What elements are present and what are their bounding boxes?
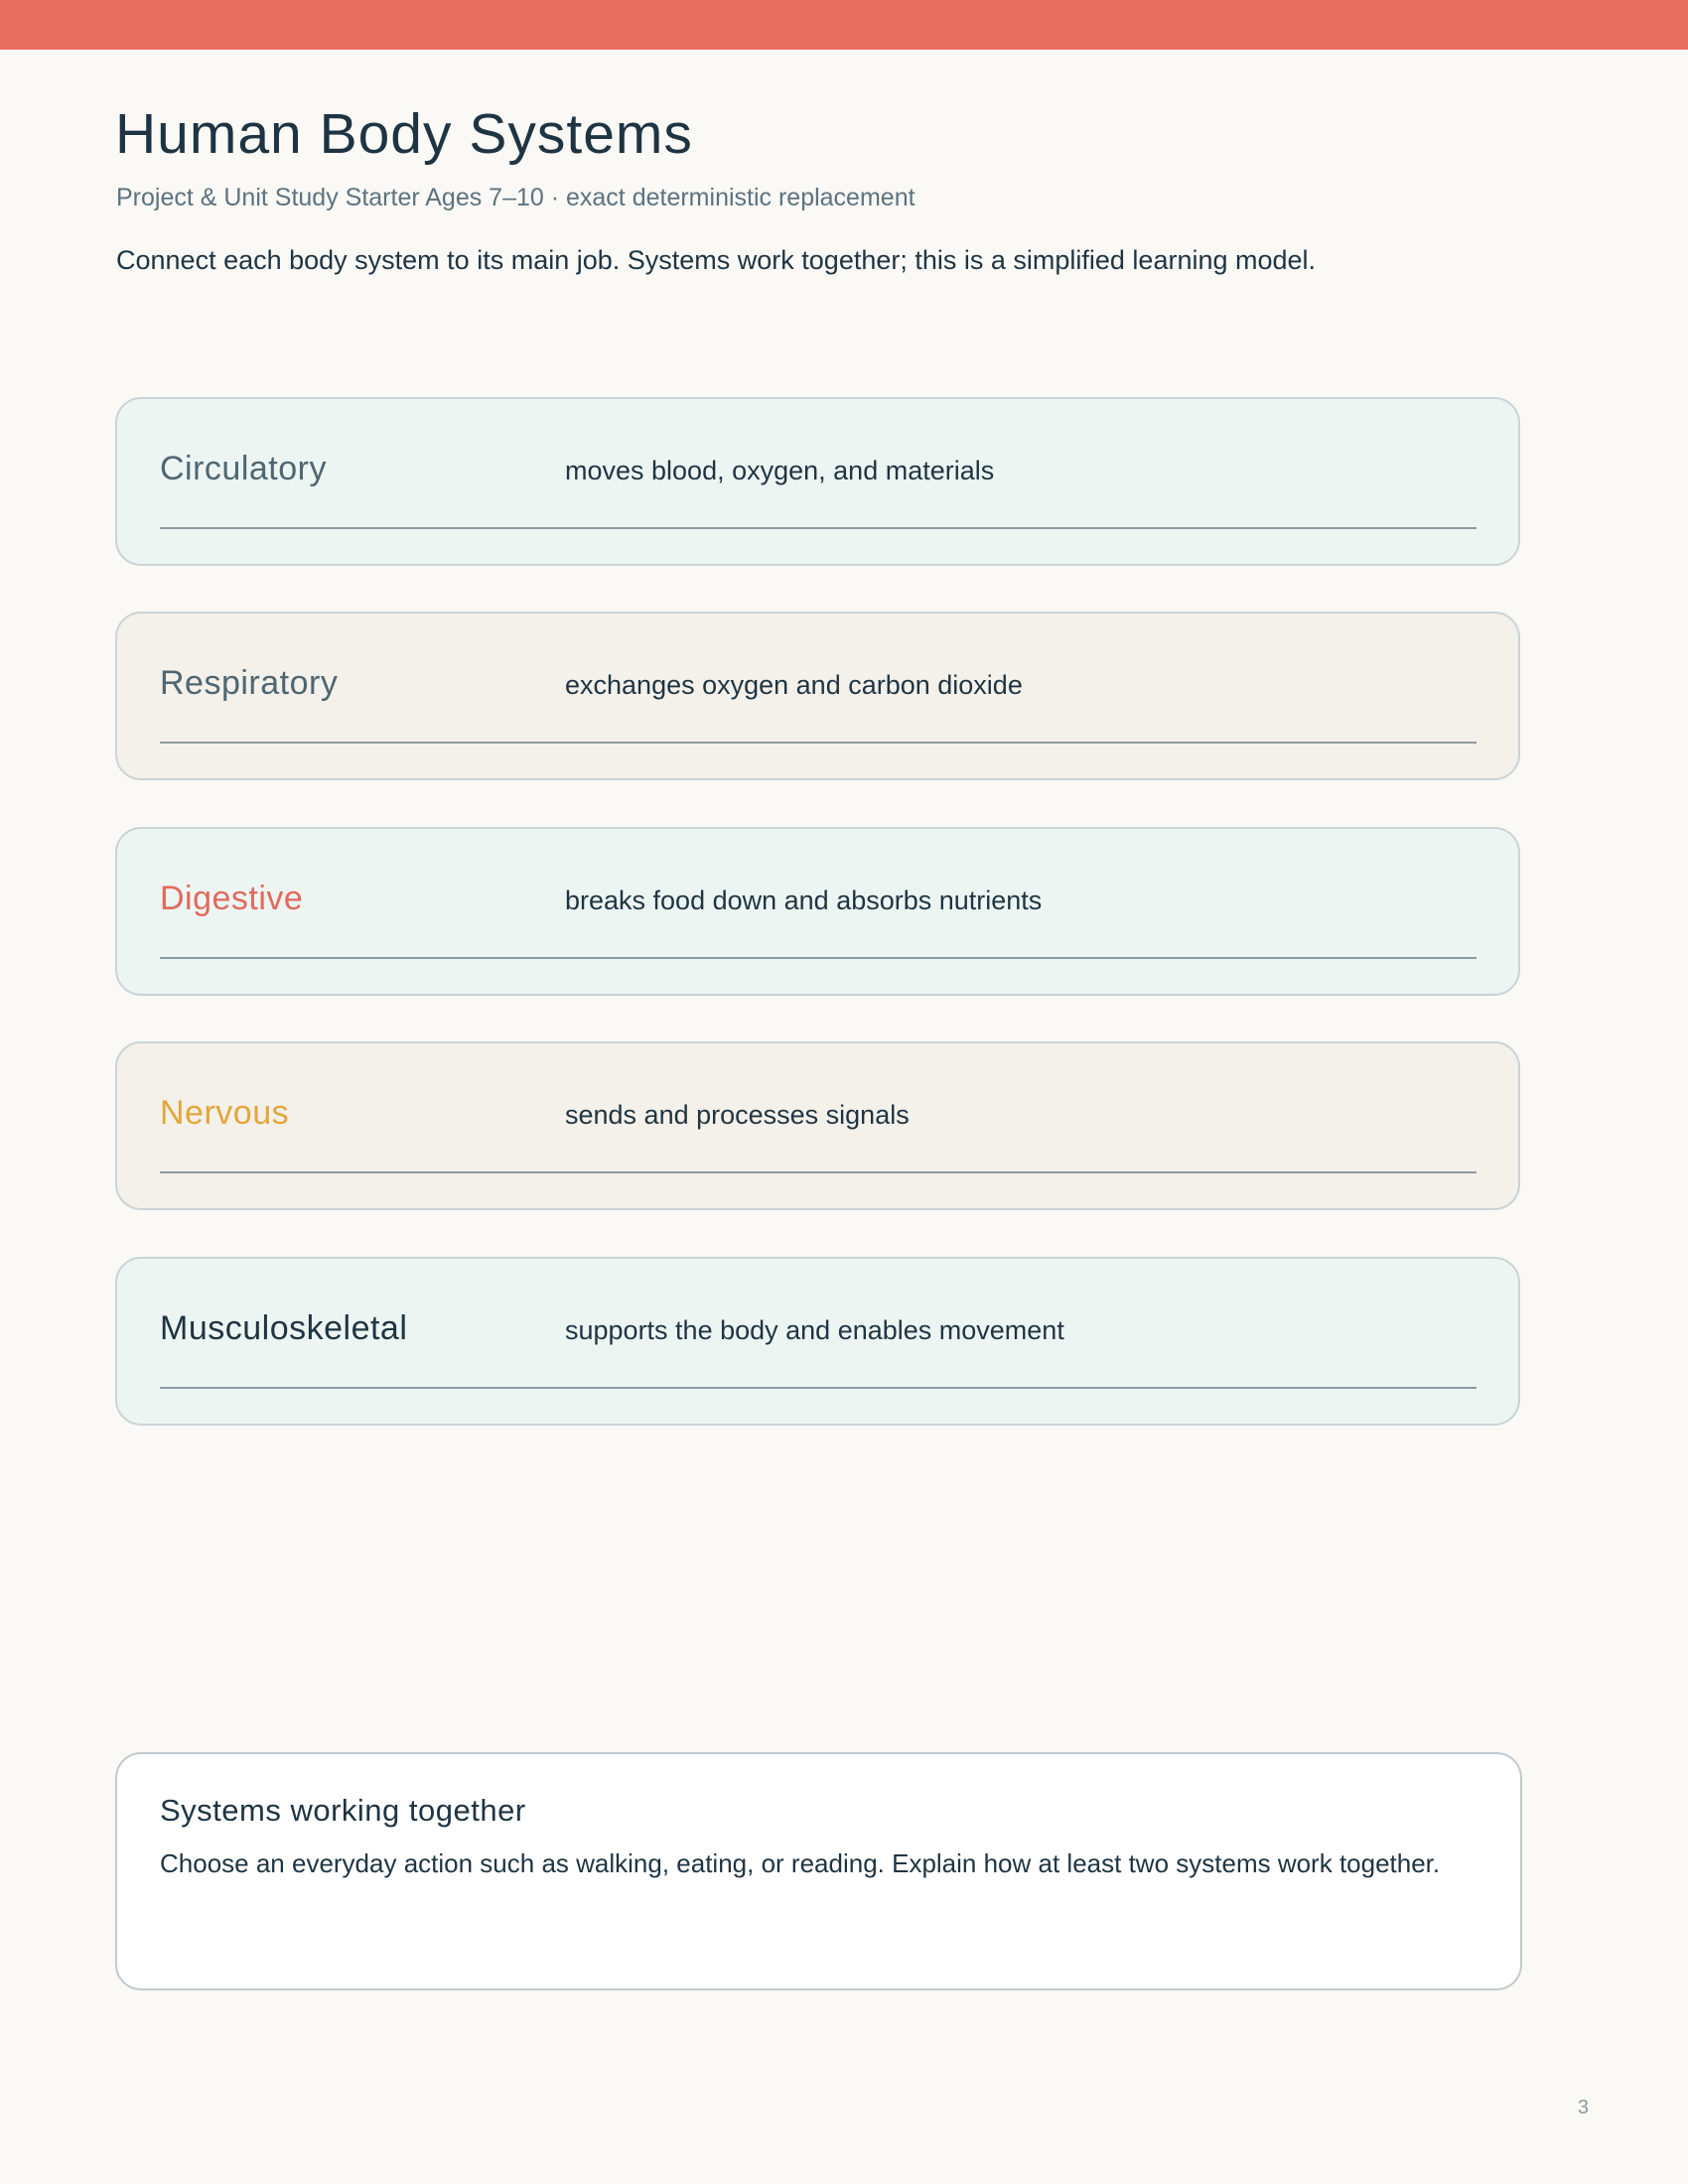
answer-line[interactable] bbox=[160, 1171, 1477, 1173]
system-job: supports the body and enables movement bbox=[565, 1315, 1064, 1345]
intro-text: Connect each body system to its main job. Systems work together; this is a simplified learning model. bbox=[116, 245, 1317, 275]
answer-line[interactable] bbox=[160, 1387, 1477, 1389]
page-subtitle: Project & Unit Study Starter Ages 7–10 · exact deterministic replacement bbox=[116, 184, 915, 211]
answer-line[interactable] bbox=[160, 742, 1477, 744]
page-title: Human Body Systems bbox=[115, 102, 693, 166]
system-card-respiratory bbox=[115, 612, 1520, 780]
system-job: sends and processes signals bbox=[565, 1100, 910, 1130]
system-name: Nervous bbox=[160, 1094, 290, 1132]
system-card-digestive bbox=[115, 827, 1520, 996]
system-name: Digestive bbox=[160, 880, 304, 917]
system-card-circulatory bbox=[115, 397, 1520, 566]
system-name: Musculoskeletal bbox=[160, 1309, 408, 1347]
system-job: breaks food down and absorbs nutrients bbox=[565, 886, 1043, 915]
answer-line[interactable] bbox=[160, 957, 1477, 959]
top-accent-band bbox=[0, 0, 1688, 50]
system-card-nervous bbox=[115, 1041, 1520, 1210]
prompt-heading: Systems working together bbox=[160, 1793, 526, 1828]
prompt-text: Choose an everyday action such as walking, eating, or reading. Explain how at least two systems work together. bbox=[160, 1848, 1441, 1878]
page-number: 3 bbox=[1577, 2097, 1589, 2118]
system-job: moves blood, oxygen, and materials bbox=[565, 456, 995, 485]
system-name: Respiratory bbox=[160, 664, 339, 702]
systems-together-prompt-box[interactable] bbox=[115, 1752, 1522, 1990]
system-job: exchanges oxygen and carbon dioxide bbox=[565, 670, 1023, 700]
answer-line[interactable] bbox=[160, 527, 1477, 529]
system-card-musculoskeletal bbox=[115, 1257, 1520, 1426]
system-name: Circulatory bbox=[160, 450, 327, 487]
